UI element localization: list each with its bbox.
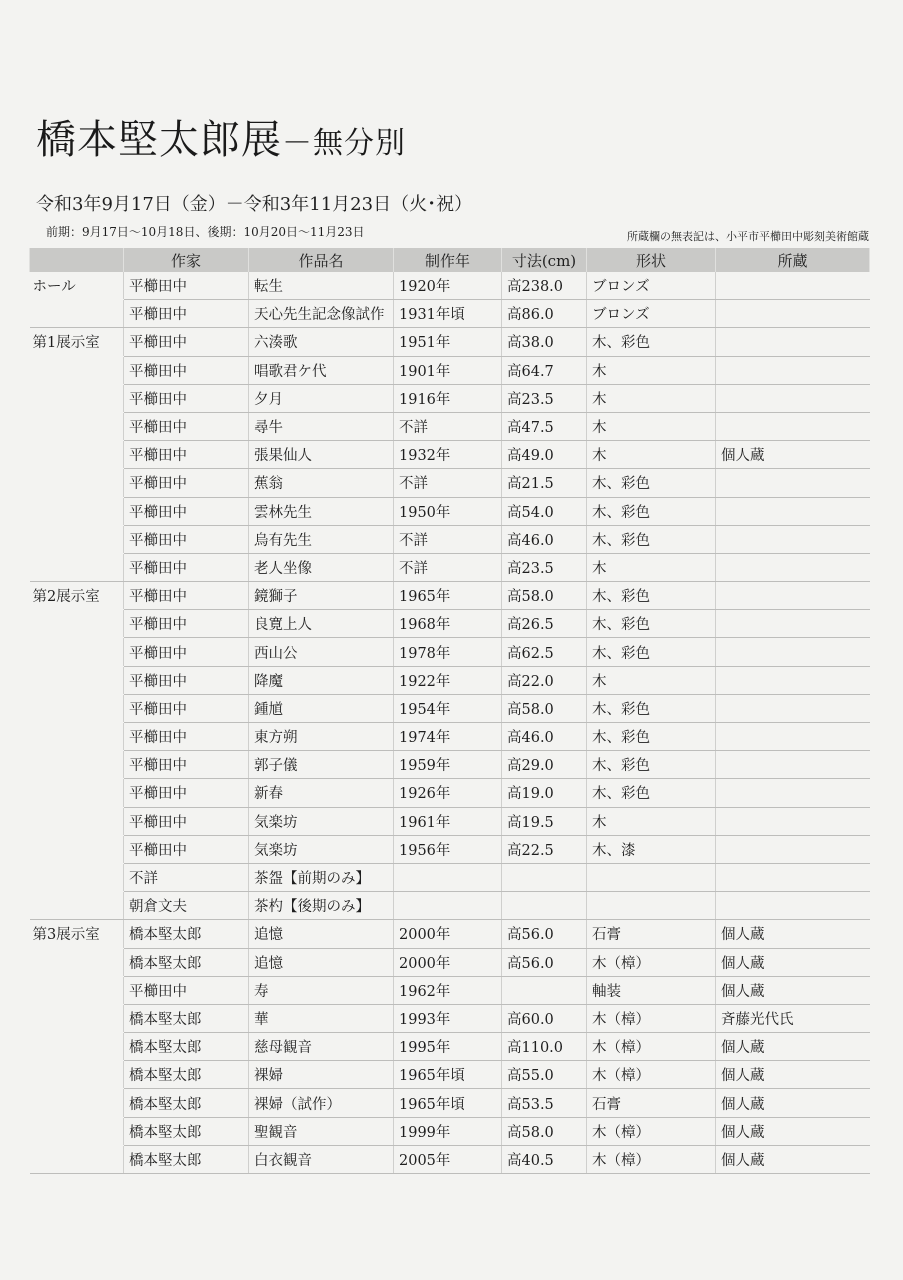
owner-cell xyxy=(716,863,870,891)
owner-cell xyxy=(716,723,870,751)
header-title: 作品名 xyxy=(249,248,394,272)
table-body xyxy=(30,272,870,1174)
owner-cell: 個人蔵 xyxy=(716,1089,870,1117)
artist-cell: 橋本堅太郎 xyxy=(124,1033,249,1061)
location-cell xyxy=(30,300,124,328)
owner-cell xyxy=(716,497,870,525)
location-cell xyxy=(30,1117,124,1145)
year-cell: 1995年 xyxy=(394,1033,502,1061)
title-cell: 慈母観音 xyxy=(249,1033,394,1061)
table-row xyxy=(30,1145,870,1173)
artist-cell: 平櫛田中 xyxy=(124,553,249,581)
location-cell xyxy=(30,412,124,440)
size-cell: 高40.5 xyxy=(502,1145,587,1173)
year-cell: 1993年 xyxy=(394,1004,502,1032)
artist-cell: 平櫛田中 xyxy=(124,356,249,384)
size-cell: 高22.5 xyxy=(502,835,587,863)
size-cell xyxy=(502,863,587,891)
year-cell: 1962年 xyxy=(394,976,502,1004)
year-cell: 1974年 xyxy=(394,723,502,751)
artist-cell: 平櫛田中 xyxy=(124,384,249,412)
page-title xyxy=(36,108,406,165)
artist-cell: 平櫛田中 xyxy=(124,497,249,525)
title-subtitle: －無分別 xyxy=(282,126,406,161)
size-cell xyxy=(502,976,587,1004)
artist-cell: 平櫛田中 xyxy=(124,835,249,863)
location-cell xyxy=(30,976,124,1004)
size-cell: 高19.0 xyxy=(502,779,587,807)
year-cell: 2000年 xyxy=(394,948,502,976)
header-material: 形状 xyxy=(587,248,716,272)
material-cell: 軸装 xyxy=(587,976,716,1004)
year-cell: 1965年 xyxy=(394,582,502,610)
title-cell: 気楽坊 xyxy=(249,807,394,835)
material-cell: 木 xyxy=(587,441,716,469)
year-cell: 1901年 xyxy=(394,356,502,384)
year-cell: 1926年 xyxy=(394,779,502,807)
material-cell: 木（樟） xyxy=(587,1061,716,1089)
owner-cell: 個人蔵 xyxy=(716,976,870,1004)
artist-cell: 平櫛田中 xyxy=(124,976,249,1004)
title-cell: 西山公 xyxy=(249,638,394,666)
material-cell: 木、彩色 xyxy=(587,638,716,666)
owner-cell xyxy=(716,356,870,384)
artist-cell: 不詳 xyxy=(124,863,249,891)
size-cell: 高56.0 xyxy=(502,920,587,948)
owner-cell xyxy=(716,272,870,300)
artist-cell: 平櫛田中 xyxy=(124,807,249,835)
location-cell xyxy=(30,666,124,694)
artist-cell: 橋本堅太郎 xyxy=(124,1117,249,1145)
title-cell: 雲林先生 xyxy=(249,497,394,525)
title-cell: 華 xyxy=(249,1004,394,1032)
material-cell: ブロンズ xyxy=(587,272,716,300)
year-cell: 1959年 xyxy=(394,751,502,779)
table-row xyxy=(30,892,870,920)
material-cell: 木 xyxy=(587,356,716,384)
artist-cell: 平櫛田中 xyxy=(124,751,249,779)
location-cell xyxy=(30,892,124,920)
table-header-row xyxy=(30,248,870,272)
artist-cell: 橋本堅太郎 xyxy=(124,1089,249,1117)
title-cell: 追憶 xyxy=(249,948,394,976)
year-cell: 1916年 xyxy=(394,384,502,412)
table-row xyxy=(30,1117,870,1145)
material-cell: 木（樟） xyxy=(587,1033,716,1061)
artist-cell: 橋本堅太郎 xyxy=(124,1004,249,1032)
location-cell xyxy=(30,525,124,553)
title-cell: 鏡獅子 xyxy=(249,582,394,610)
owner-cell xyxy=(716,469,870,497)
title-main: 橋本堅太郎展 xyxy=(36,117,282,163)
table-row xyxy=(30,1089,870,1117)
year-cell: 1920年 xyxy=(394,272,502,300)
title-cell: 烏有先生 xyxy=(249,525,394,553)
location-cell xyxy=(30,497,124,525)
artist-cell: 平櫛田中 xyxy=(124,610,249,638)
location-cell xyxy=(30,694,124,722)
artist-cell: 平櫛田中 xyxy=(124,272,249,300)
title-cell: 転生 xyxy=(249,272,394,300)
year-cell: 不詳 xyxy=(394,525,502,553)
size-cell: 高64.7 xyxy=(502,356,587,384)
table-row xyxy=(30,412,870,440)
material-cell: 木 xyxy=(587,666,716,694)
year-cell: 1956年 xyxy=(394,835,502,863)
size-cell: 高58.0 xyxy=(502,582,587,610)
artist-cell: 平櫛田中 xyxy=(124,441,249,469)
table-row xyxy=(30,1061,870,1089)
table-row xyxy=(30,525,870,553)
year-cell xyxy=(394,892,502,920)
table-row xyxy=(30,1033,870,1061)
size-cell: 高38.0 xyxy=(502,328,587,356)
title-cell: 裸婦 xyxy=(249,1061,394,1089)
title-cell: 追憶 xyxy=(249,920,394,948)
owner-cell xyxy=(716,610,870,638)
table-row xyxy=(30,723,870,751)
title-cell: 天心先生記念像試作 xyxy=(249,300,394,328)
table-row xyxy=(30,356,870,384)
artist-cell: 橋本堅太郎 xyxy=(124,1145,249,1173)
owner-cell xyxy=(716,328,870,356)
table-row xyxy=(30,779,870,807)
size-cell: 高23.5 xyxy=(502,553,587,581)
location-cell xyxy=(30,779,124,807)
artist-cell: 平櫛田中 xyxy=(124,582,249,610)
title-cell: 茶盌【前期のみ】 xyxy=(249,863,394,891)
artist-cell: 平櫛田中 xyxy=(124,779,249,807)
location-cell xyxy=(30,553,124,581)
table-row xyxy=(30,300,870,328)
owner-cell xyxy=(716,751,870,779)
material-cell: 木、彩色 xyxy=(587,497,716,525)
table-row xyxy=(30,920,870,948)
owner-cell xyxy=(716,666,870,694)
title-cell: 蕉翁 xyxy=(249,469,394,497)
owner-cell xyxy=(716,892,870,920)
table-row xyxy=(30,948,870,976)
header-size: 寸法(cm) xyxy=(502,248,587,272)
size-cell: 高54.0 xyxy=(502,497,587,525)
title-cell: 夕月 xyxy=(249,384,394,412)
material-cell: 木 xyxy=(587,553,716,581)
size-cell: 高29.0 xyxy=(502,751,587,779)
year-cell: 1931年頃 xyxy=(394,300,502,328)
artist-cell: 平櫛田中 xyxy=(124,723,249,751)
year-cell: 1922年 xyxy=(394,666,502,694)
location-cell xyxy=(30,384,124,412)
material-cell: 木、彩色 xyxy=(587,582,716,610)
year-cell: 1968年 xyxy=(394,610,502,638)
size-cell: 高46.0 xyxy=(502,723,587,751)
location-cell xyxy=(30,1033,124,1061)
title-cell: 尋牛 xyxy=(249,412,394,440)
owner-cell xyxy=(716,300,870,328)
title-cell: 良寛上人 xyxy=(249,610,394,638)
table-row xyxy=(30,272,870,300)
location-cell xyxy=(30,1004,124,1032)
location-cell xyxy=(30,469,124,497)
table-row xyxy=(30,863,870,891)
location-cell xyxy=(30,638,124,666)
exhibition-dates: 令和3年9月17日（金）－令和3年11月23日（火･祝） xyxy=(36,194,473,215)
artist-cell: 橋本堅太郎 xyxy=(124,1061,249,1089)
works-table xyxy=(29,248,870,1174)
material-cell xyxy=(587,892,716,920)
artist-cell: 平櫛田中 xyxy=(124,694,249,722)
location-cell xyxy=(30,610,124,638)
location-cell xyxy=(30,807,124,835)
header-artist: 作家 xyxy=(124,248,249,272)
location-cell xyxy=(30,356,124,384)
material-cell: 木、彩色 xyxy=(587,694,716,722)
size-cell: 高238.0 xyxy=(502,272,587,300)
owner-cell xyxy=(716,553,870,581)
size-cell: 高62.5 xyxy=(502,638,587,666)
table-row xyxy=(30,384,870,412)
size-cell xyxy=(502,892,587,920)
title-cell: 鍾馗 xyxy=(249,694,394,722)
title-cell: 茶杓【後期のみ】 xyxy=(249,892,394,920)
owner-cell xyxy=(716,384,870,412)
size-cell: 高47.5 xyxy=(502,412,587,440)
year-cell: 2000年 xyxy=(394,920,502,948)
title-cell: 聖観音 xyxy=(249,1117,394,1145)
year-cell: 不詳 xyxy=(394,469,502,497)
year-cell: 2005年 xyxy=(394,1145,502,1173)
exhibition-periods: 前期：9月17日～10月18日、後期：10月20日～11月23日 xyxy=(46,225,365,239)
owner-cell: 個人蔵 xyxy=(716,1117,870,1145)
owner-cell: 個人蔵 xyxy=(716,920,870,948)
table-row xyxy=(30,694,870,722)
title-cell: 白衣観音 xyxy=(249,1145,394,1173)
material-cell: 木（樟） xyxy=(587,1145,716,1173)
owner-cell xyxy=(716,779,870,807)
owner-cell xyxy=(716,694,870,722)
title-cell: 張果仙人 xyxy=(249,441,394,469)
location-cell: 第1展示室 xyxy=(32,335,100,352)
location-cell xyxy=(30,1061,124,1089)
owner-cell xyxy=(716,807,870,835)
material-cell: 木（樟） xyxy=(587,1117,716,1145)
table-row xyxy=(30,610,870,638)
title-cell: 唱歌君ケ代 xyxy=(249,356,394,384)
year-cell: 1950年 xyxy=(394,497,502,525)
year-cell: 不詳 xyxy=(394,412,502,440)
table-row xyxy=(30,751,870,779)
material-cell: 木、彩色 xyxy=(587,525,716,553)
owner-cell: 斉藤光代氏 xyxy=(716,1004,870,1032)
size-cell: 高60.0 xyxy=(502,1004,587,1032)
size-cell: 高22.0 xyxy=(502,666,587,694)
title-cell: 六湊歌 xyxy=(249,328,394,356)
owner-cell xyxy=(716,412,870,440)
size-cell: 高55.0 xyxy=(502,1061,587,1089)
year-cell: 1954年 xyxy=(394,694,502,722)
size-cell: 高49.0 xyxy=(502,441,587,469)
title-cell: 郭子儀 xyxy=(249,751,394,779)
table-row xyxy=(30,807,870,835)
size-cell: 高56.0 xyxy=(502,948,587,976)
table-row xyxy=(30,582,870,610)
artist-cell: 平櫛田中 xyxy=(124,328,249,356)
title-cell: 気楽坊 xyxy=(249,835,394,863)
table-row xyxy=(30,328,870,356)
location-cell xyxy=(30,948,124,976)
title-cell: 新春 xyxy=(249,779,394,807)
collection-note: 所蔵欄の無表記は、小平市平櫛田中彫刻美術館蔵 xyxy=(627,230,869,243)
title-cell: 降魔 xyxy=(249,666,394,694)
size-cell: 高86.0 xyxy=(502,300,587,328)
artist-cell: 平櫛田中 xyxy=(124,469,249,497)
header-year: 制作年 xyxy=(394,248,502,272)
table-row xyxy=(30,441,870,469)
material-cell: 木 xyxy=(587,412,716,440)
material-cell: 木、彩色 xyxy=(587,469,716,497)
material-cell: 木、彩色 xyxy=(587,751,716,779)
title-cell: 寿 xyxy=(249,976,394,1004)
year-cell xyxy=(394,863,502,891)
owner-cell: 個人蔵 xyxy=(716,1145,870,1173)
owner-cell xyxy=(716,835,870,863)
location-cell xyxy=(30,441,124,469)
location-cell xyxy=(30,835,124,863)
material-cell: ブロンズ xyxy=(587,300,716,328)
table-row xyxy=(30,976,870,1004)
location-cell: ホール xyxy=(32,279,76,296)
artist-cell: 平櫛田中 xyxy=(124,300,249,328)
size-cell: 高21.5 xyxy=(502,469,587,497)
artist-cell: 朝倉文夫 xyxy=(124,892,249,920)
table-row xyxy=(30,1004,870,1032)
owner-cell xyxy=(716,638,870,666)
owner-cell xyxy=(716,525,870,553)
material-cell: 木、彩色 xyxy=(587,723,716,751)
table-row xyxy=(30,835,870,863)
artist-cell: 橋本堅太郎 xyxy=(124,948,249,976)
material-cell xyxy=(587,863,716,891)
title-cell: 東方朔 xyxy=(249,723,394,751)
year-cell: 1965年頃 xyxy=(394,1089,502,1117)
artist-cell: 橋本堅太郎 xyxy=(124,920,249,948)
size-cell: 高19.5 xyxy=(502,807,587,835)
location-cell xyxy=(30,723,124,751)
artist-cell: 平櫛田中 xyxy=(124,666,249,694)
year-cell: 1951年 xyxy=(394,328,502,356)
material-cell: 木 xyxy=(587,807,716,835)
header-owner: 所蔵 xyxy=(716,248,870,272)
artist-cell: 平櫛田中 xyxy=(124,412,249,440)
material-cell: 石膏 xyxy=(587,920,716,948)
size-cell: 高53.5 xyxy=(502,1089,587,1117)
owner-cell xyxy=(716,582,870,610)
year-cell: 1978年 xyxy=(394,638,502,666)
table-row xyxy=(30,638,870,666)
location-cell: 第3展示室 xyxy=(32,927,100,944)
location-cell: 第2展示室 xyxy=(32,589,100,606)
year-cell: 1999年 xyxy=(394,1117,502,1145)
year-cell: 1965年頃 xyxy=(394,1061,502,1089)
size-cell: 高46.0 xyxy=(502,525,587,553)
year-cell: 1932年 xyxy=(394,441,502,469)
material-cell: 石膏 xyxy=(587,1089,716,1117)
owner-cell: 個人蔵 xyxy=(716,441,870,469)
location-cell xyxy=(30,863,124,891)
location-cell xyxy=(30,1089,124,1117)
location-cell xyxy=(30,1145,124,1173)
artist-cell: 平櫛田中 xyxy=(124,638,249,666)
table-row xyxy=(30,469,870,497)
owner-cell: 個人蔵 xyxy=(716,1033,870,1061)
material-cell: 木、彩色 xyxy=(587,779,716,807)
table-row xyxy=(30,666,870,694)
table-row xyxy=(30,553,870,581)
material-cell: 木 xyxy=(587,384,716,412)
table-row xyxy=(30,497,870,525)
material-cell: 木（樟） xyxy=(587,948,716,976)
material-cell: 木、漆 xyxy=(587,835,716,863)
title-cell: 老人坐像 xyxy=(249,553,394,581)
year-cell: 1961年 xyxy=(394,807,502,835)
material-cell: 木（樟） xyxy=(587,1004,716,1032)
size-cell: 高110.0 xyxy=(502,1033,587,1061)
size-cell: 高23.5 xyxy=(502,384,587,412)
artist-cell: 平櫛田中 xyxy=(124,525,249,553)
year-cell: 不詳 xyxy=(394,553,502,581)
location-cell xyxy=(30,751,124,779)
owner-cell: 個人蔵 xyxy=(716,948,870,976)
size-cell: 高58.0 xyxy=(502,1117,587,1145)
owner-cell: 個人蔵 xyxy=(716,1061,870,1089)
title-cell: 裸婦（試作） xyxy=(249,1089,394,1117)
material-cell: 木、彩色 xyxy=(587,610,716,638)
material-cell: 木、彩色 xyxy=(587,328,716,356)
header-location xyxy=(30,248,124,272)
size-cell: 高26.5 xyxy=(502,610,587,638)
size-cell: 高58.0 xyxy=(502,694,587,722)
